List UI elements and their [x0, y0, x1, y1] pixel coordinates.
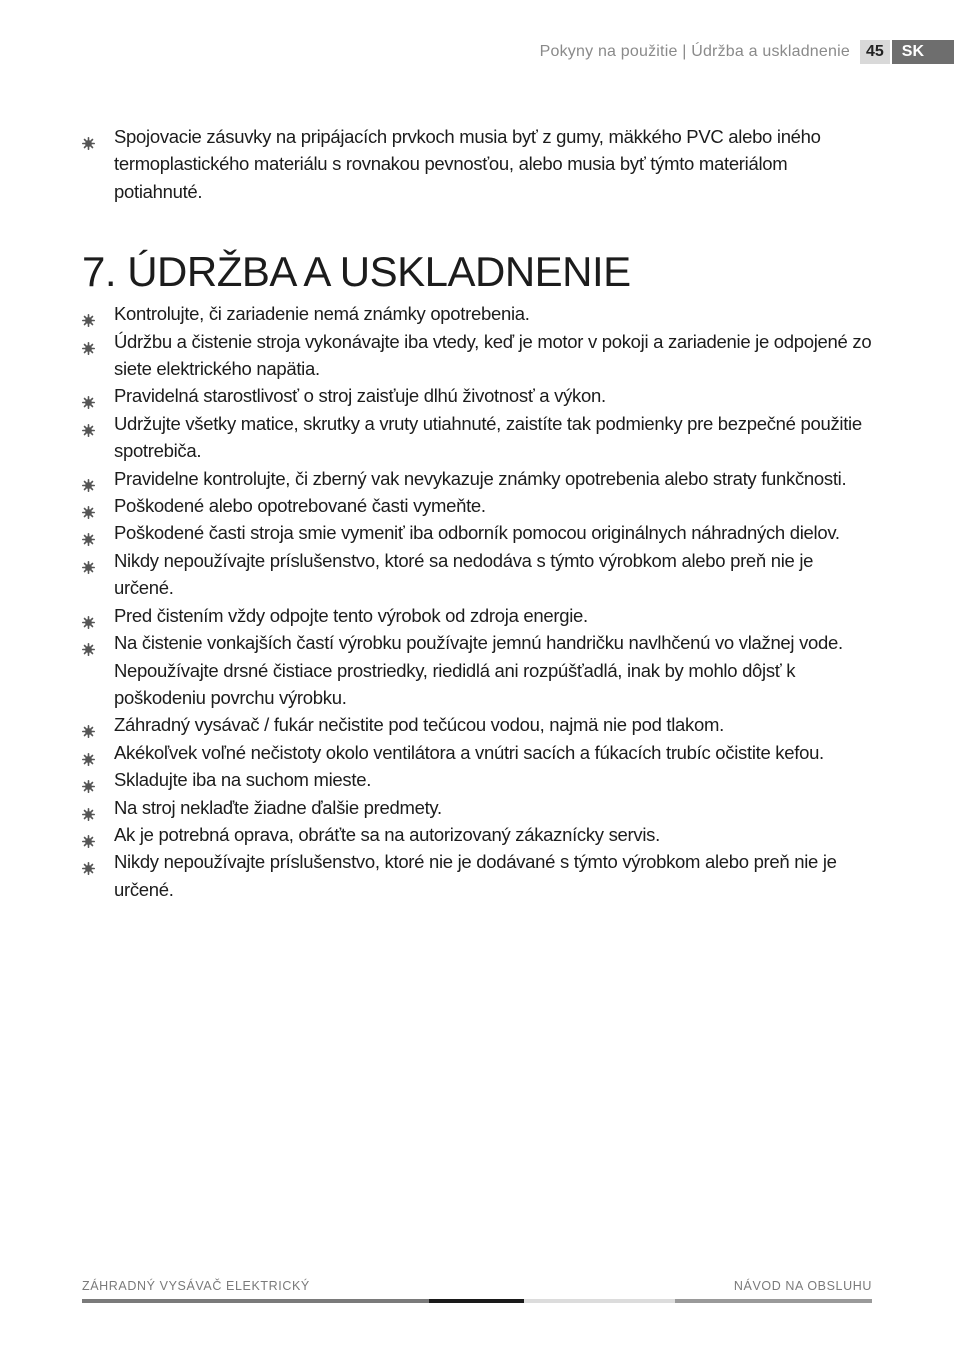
list-item: [82, 382, 872, 409]
footer-bar-segment: [524, 1299, 675, 1303]
list-item-text: Udržujte všetky matice, skrutky a vruty utiahnuté, zaistíte tak podmienky pre bezpečné použitie spotrebiča.: [114, 412, 862, 462]
footer-bar-segment: [82, 1299, 429, 1303]
bullet-icon: [82, 526, 95, 539]
list-item-text: Údržbu a čistenie stroja vykonávajte iba vtedy, keď je motor v pokoji a zariadenie je odpojené zo siete elektrického napätia.: [114, 330, 872, 380]
list-item: [82, 821, 872, 848]
list-item: [82, 766, 872, 793]
list-item-text: Na stroj neklaďte žiadne ďalšie predmety.: [114, 796, 442, 818]
bullet-icon: [82, 499, 95, 512]
section-title: 7. ÚDRŽBA A USKLADNENIE: [82, 248, 631, 296]
list-item-text: Skladujte iba na suchom mieste.: [114, 769, 372, 791]
list-item: [82, 492, 872, 519]
list-item-text: Pred čistením vždy odpojte tento výrobok od zdroja energie.: [114, 604, 588, 626]
list-item-text: Spojovacie zásuvky na pripájacích prvkoch musia byť z gumy, mäkkého PVC alebo iného termoplastického materiálu s rovnakou pevnosťou, alebo musia byť týmto materiálom potiahnuté.: [114, 126, 821, 202]
footer-bar-segment: [675, 1299, 872, 1303]
list-item: [82, 410, 872, 465]
bullet-icon: [82, 828, 95, 841]
bullet-icon: [82, 609, 95, 622]
page-number: 45: [860, 40, 890, 64]
list-item: [82, 848, 872, 903]
list-item-text: Akékoľvek voľné nečistoty okolo ventilátora a vnútri sacích a fúkacích trubíc očistite kefou.: [114, 741, 824, 763]
footer-left-text: ZÁHRADNÝ VYSÁVAČ ELEKTRICKÝ: [82, 1279, 310, 1293]
bullet-icon: [82, 554, 95, 567]
bullet-icon: [82, 746, 95, 759]
bullet-icon: [82, 718, 95, 731]
maintenance-list: [82, 300, 872, 903]
list-item-text: Na čistenie vonkajších častí výrobku používajte jemnú handričku navlhčenú vo vlažnej vode. Nepoužívajte drsné čistiace prostriedky, riedidlá ani rozpúšťadlá, inak by mohlo dôjsť k poškodeniu povrchu výrobku.: [114, 632, 843, 708]
language-badge: SK: [892, 40, 954, 64]
list-item-text: Pravidelná starostlivosť o stroj zaisťuje dlhú životnosť a výkon.: [114, 385, 606, 407]
bullet-icon: [82, 335, 95, 348]
bullet-icon: [82, 855, 95, 868]
intro-list: [82, 123, 872, 205]
bullet-icon: [82, 636, 95, 649]
list-item-text: Kontrolujte, či zariadenie nemá známky opotrebenia.: [114, 303, 530, 325]
footer-right-text: NÁVOD NA OBSLUHU: [733, 1279, 872, 1293]
list-item: [82, 711, 872, 738]
list-item: [82, 465, 872, 492]
list-item: [82, 300, 872, 327]
list-item: [82, 547, 872, 602]
list-item-text: Ak je potrebná oprava, obráťte sa na autorizovaný zákaznícky servis.: [114, 823, 660, 845]
list-item: [82, 794, 872, 821]
page-content: [82, 123, 872, 903]
bullet-icon: [82, 773, 95, 786]
list-item: [82, 328, 872, 383]
list-item-text: Záhradný vysávač / fukár nečistite pod tečúcou vodou, najmä nie pod tlakom.: [114, 714, 724, 736]
list-item-text: Nikdy nepoužívajte príslušenstvo, ktoré nie je dodávané s týmto výrobkom alebo preň nie je určené.: [114, 851, 837, 900]
bullet-icon: [82, 801, 95, 814]
list-item: [82, 629, 872, 711]
bullet-icon: [82, 472, 95, 485]
list-item-text: Pravidelne kontrolujte, či zberný vak nevykazuje známky opotrebenia alebo straty funkčnosti.: [114, 467, 847, 489]
list-item-text: Poškodené alebo opotrebované časti vymeňte.: [114, 495, 486, 517]
list-item: [82, 519, 872, 546]
header-title: Pokyny na použitie | Údržba a uskladnenie: [539, 43, 850, 60]
page-header: [540, 40, 954, 64]
list-item: [82, 602, 872, 629]
list-item: [82, 739, 872, 766]
list-item-text: Poškodené časti stroja smie vymeniť iba odborník pomocou originálnych náhradných dielov.: [114, 522, 840, 544]
page-footer: [82, 1279, 872, 1303]
list-item-text: Nikdy nepoužívajte príslušenstvo, ktoré sa nedodáva s týmto výrobkom alebo preň nie je určené.: [114, 549, 814, 599]
footer-bar: [82, 1299, 872, 1303]
list-item: [82, 123, 872, 205]
bullet-icon: [82, 307, 95, 320]
footer-bar-segment: [429, 1299, 524, 1303]
bullet-icon: [82, 417, 95, 430]
bullet-icon: [82, 389, 95, 402]
bullet-icon: [82, 130, 95, 143]
